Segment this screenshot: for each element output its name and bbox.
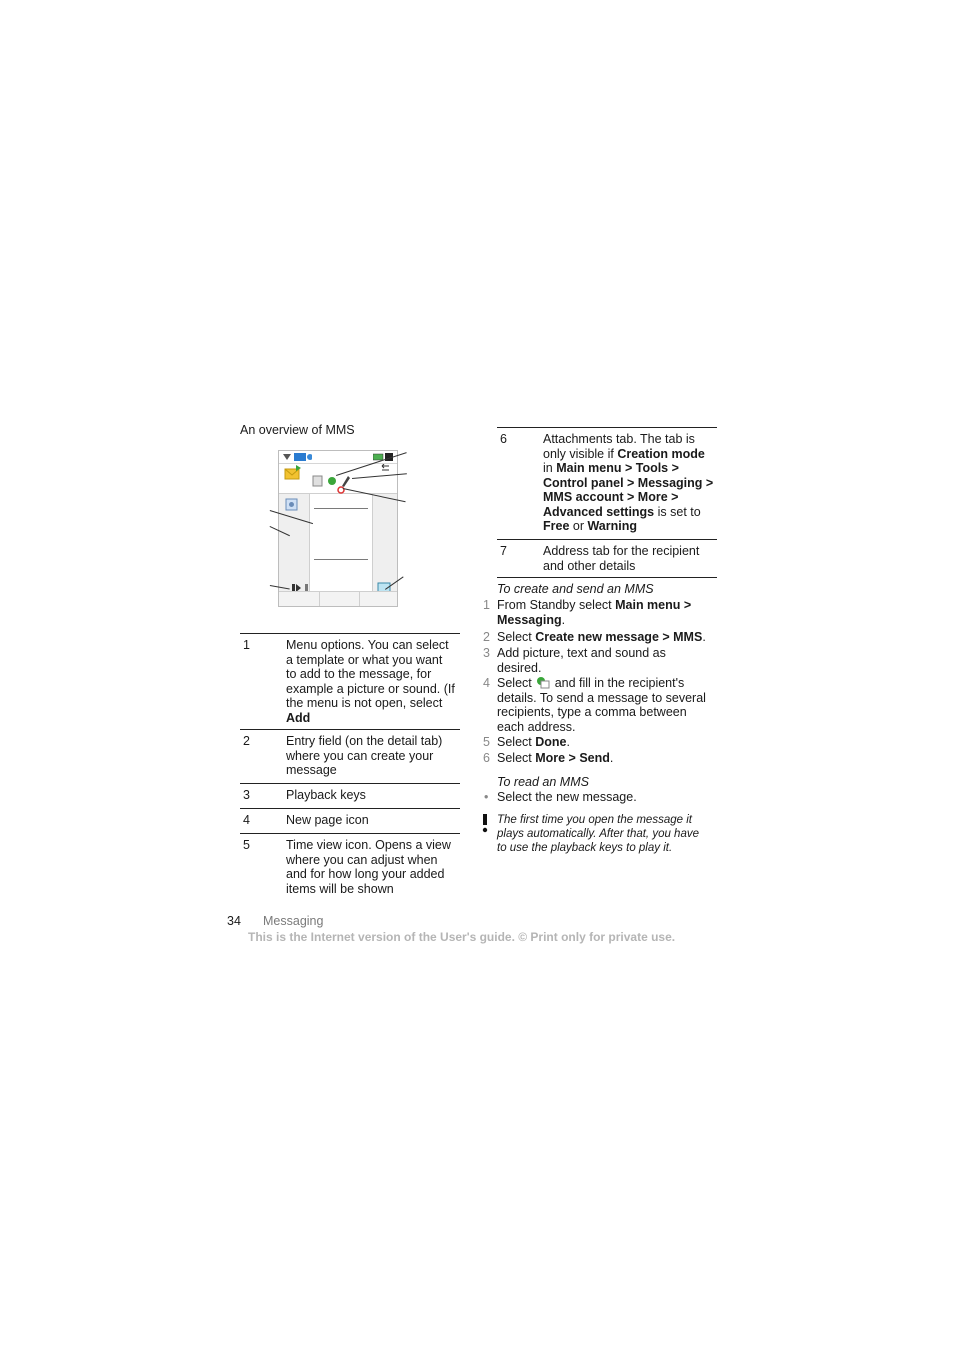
step-bold: Messaging bbox=[497, 612, 562, 627]
step-text: . bbox=[561, 612, 566, 627]
step-text: desired. bbox=[497, 660, 542, 675]
table-row bbox=[240, 633, 460, 729]
menu-path-text: Creation mode bbox=[617, 446, 705, 461]
row-text-line: and other details bbox=[543, 558, 636, 573]
create-title: To create and send an MMS bbox=[497, 582, 654, 596]
menu-path-text: Warning bbox=[587, 519, 637, 533]
legend-table-right bbox=[497, 427, 717, 578]
page-number: 34 bbox=[227, 914, 241, 928]
row-text-line: or bbox=[569, 519, 588, 533]
step-text: Select bbox=[497, 630, 536, 644]
step-item bbox=[483, 735, 722, 751]
status-bar bbox=[279, 451, 397, 464]
row-text-line: a template or what you want bbox=[286, 652, 443, 667]
row-number: 4 bbox=[243, 813, 250, 827]
step-bold: More > Send bbox=[535, 751, 610, 765]
read-title: To read an MMS bbox=[497, 775, 589, 789]
warning-icon bbox=[480, 813, 490, 833]
row-text bbox=[543, 432, 713, 534]
row-text-line: Attachments tab. The tab is bbox=[543, 432, 695, 446]
table-row bbox=[240, 808, 460, 833]
left-panel bbox=[279, 494, 309, 592]
note-line: plays automatically. After that, you have bbox=[497, 828, 699, 840]
step-bold: Main menu > bbox=[615, 598, 692, 612]
row-text: Playback keys bbox=[286, 788, 366, 802]
menu-path-text: Control panel > Messaging > bbox=[543, 475, 714, 490]
row-text-line: example a picture or sound. (If bbox=[286, 681, 455, 696]
section-name: Messaging bbox=[263, 914, 324, 928]
menu-path-text: MMS account > More > bbox=[543, 490, 679, 504]
menu-path-text: Main menu > Tools > bbox=[556, 461, 679, 475]
step-text: Select bbox=[497, 735, 536, 749]
row-number: 6 bbox=[500, 432, 507, 446]
row-number: 3 bbox=[243, 788, 250, 802]
row-text-line: is set to bbox=[654, 504, 701, 519]
row-text-line: to add to the message, for bbox=[286, 667, 432, 681]
internet-version-notice: This is the Internet version of the User's guide. © Print only for private use. bbox=[248, 930, 676, 944]
step-number: 2 bbox=[483, 630, 490, 644]
step-text: Select bbox=[497, 676, 536, 690]
step-text: . bbox=[609, 751, 614, 765]
row-number: 2 bbox=[243, 734, 250, 748]
row-text-line: where you can create your bbox=[286, 748, 434, 763]
row-text bbox=[286, 838, 451, 896]
step-item bbox=[483, 676, 722, 735]
note-line: The first time you open the message it bbox=[497, 814, 692, 826]
signal-icon bbox=[282, 452, 312, 462]
row-text-line: Entry field (on the detail tab) bbox=[286, 734, 443, 748]
note-line: to use the playback keys to play it. bbox=[497, 842, 673, 854]
step-item bbox=[483, 598, 722, 628]
table-row bbox=[497, 539, 717, 578]
tab-icons bbox=[311, 473, 355, 489]
bullet-icon: • bbox=[484, 790, 489, 804]
row-text bbox=[286, 638, 455, 725]
row-text-line: and for how long your added bbox=[286, 867, 445, 881]
step-item bbox=[483, 630, 722, 646]
step-bold: Create new message > MMS bbox=[535, 630, 703, 644]
step-text: Add picture, text and sound as bbox=[497, 646, 666, 660]
row-text-line: message bbox=[286, 763, 337, 777]
note-text bbox=[497, 813, 699, 855]
step-number: 1 bbox=[483, 598, 490, 612]
step-number: 3 bbox=[483, 646, 490, 660]
message-entry-field[interactable] bbox=[309, 494, 373, 592]
step-text: and fill in the recipient's bbox=[554, 676, 685, 690]
row-text-line: in bbox=[543, 461, 557, 475]
row-text-line: Address tab for the recipient bbox=[543, 544, 700, 558]
table-row bbox=[240, 833, 460, 898]
menu-path-text: Free bbox=[543, 519, 570, 533]
table-row bbox=[497, 427, 717, 539]
right-panel bbox=[373, 494, 397, 592]
step-number: 5 bbox=[483, 735, 490, 749]
row-text bbox=[286, 734, 442, 778]
row-text-line: Time view icon. Opens a view bbox=[286, 838, 451, 852]
create-steps bbox=[483, 598, 722, 767]
step-number: 4 bbox=[483, 676, 490, 690]
step-text: . bbox=[566, 735, 570, 749]
step-text: . bbox=[702, 630, 706, 644]
row-text-bold: Add bbox=[286, 710, 311, 725]
row-text-line: only visible if bbox=[543, 446, 618, 461]
section-heading: An overview of MMS bbox=[240, 423, 355, 437]
step-text: Select bbox=[497, 751, 536, 765]
read-step: Select the new message. bbox=[497, 790, 637, 804]
step-number: 6 bbox=[483, 751, 490, 765]
text-line bbox=[314, 508, 368, 509]
step-text: details. To send a message to several bbox=[497, 690, 706, 705]
menu-options-icon[interactable] bbox=[285, 498, 299, 512]
softkey-bar bbox=[279, 591, 397, 606]
row-text bbox=[543, 544, 699, 573]
row-text-line: the menu is not open, select bbox=[286, 696, 443, 710]
row-text-line: where you can adjust when bbox=[286, 852, 438, 867]
table-row bbox=[240, 783, 460, 808]
step-text: From Standby select bbox=[497, 598, 616, 612]
text-line bbox=[314, 559, 368, 560]
address-tab-icon bbox=[535, 676, 551, 689]
step-item bbox=[483, 646, 722, 676]
menu-path-text: Advanced settings bbox=[543, 504, 655, 519]
step-text: each address. bbox=[497, 719, 576, 734]
step-item bbox=[483, 751, 722, 767]
step-bold: Done bbox=[535, 735, 567, 749]
legend-table-left bbox=[240, 633, 460, 898]
row-text-line: Menu options. You can select bbox=[286, 638, 449, 652]
row-text: New page icon bbox=[286, 813, 369, 827]
row-number: 1 bbox=[243, 638, 250, 652]
table-row bbox=[240, 729, 460, 783]
row-number: 5 bbox=[243, 838, 250, 852]
step-text: recipients, type a comma between bbox=[497, 705, 687, 719]
row-number: 7 bbox=[500, 544, 507, 558]
row-text-line: items will be shown bbox=[286, 881, 394, 896]
